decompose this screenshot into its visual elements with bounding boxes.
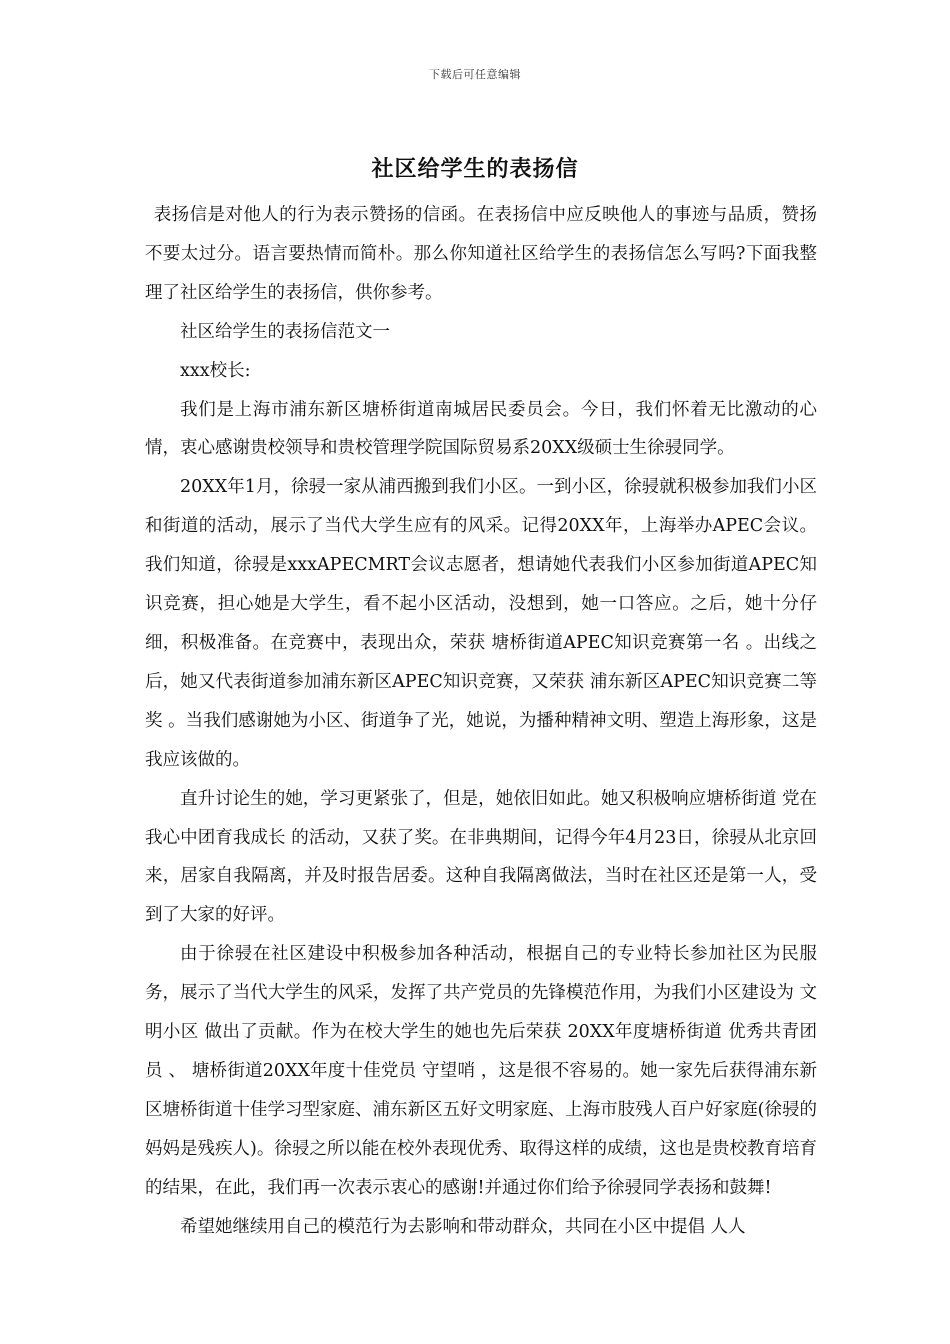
header-note: 下载后可任意编辑 — [429, 68, 521, 81]
paragraph-salutation: xxx校长: — [180, 360, 251, 381]
document-body — [145, 196, 817, 1246]
document-title: 社区给学生的表扬信 — [371, 156, 579, 182]
paragraph: 20XX年1月，徐骎一家从浦西搬到我们小区。一到小区，徐骎就积极参加我们小区和街道的活动，展示了当代大学生应有的风采。记得20XX年，上海举办APEC会议。我们知道，徐骎是xxxAPECMRT会议志愿者，想请她代表我们小区参加街道APEC知识竞赛，担心她是大学生，看不起小区活动，没想到，她一口答应。之后，她十分仔细，积极准备。在竞赛中，表现出众，荣获 塘桥街道APEC知识竞赛第一名 。出线之后，她又代表街道参加浦东新区APEC知识竞赛，又荣获 浦东新区APEC知识竞赛二等奖 。当我们感谢她为小区、街道争了光，她说，为播种精神文明、塑造上海形象，这是我应该做的。 — [145, 477, 817, 770]
paragraph-intro: 表扬信是对他人的行为表示赞扬的信函。在表扬信中应反映他人的事迹与品质，赞扬不要太过分。语言要热情而简朴。那么你知道社区给学生的表扬信怎么写吗?下面我整理了社区给学生的表扬信，供你参考。 — [145, 205, 817, 303]
paragraph: 直升讨论生的她，学习更紧张了，但是，她依旧如此。她又积极响应塘桥街道 党在我心中团育我成长 的活动，又获了奖。在非典期间，记得今年4月23日，徐骎从北京回来，居家自我隔离，并及时报告居委。这种自我隔离做法，当时在社区还是第一人，受到了大家的好评。 — [145, 788, 817, 926]
paragraph: 我们是上海市浦东新区塘桥街道南城居民委员会。今日，我们怀着无比激动的心情，衷心感谢贵校领导和贵校管理学院国际贸易系20XX级硕士生徐骎同学。 — [145, 399, 817, 459]
paragraph: 希望她继续用自己的模范行为去影响和带动群众，共同在小区中提倡 人人 — [180, 1216, 746, 1237]
paragraph-subtitle: 社区给学生的表扬信范文一 — [180, 321, 390, 342]
paragraph: 由于徐骎在社区建设中积极参加各种活动，根据自己的专业特长参加社区为民服务，展示了当代大学生的风采，发挥了共产党员的先锋模范作用，为我们小区建设为 文明小区 做出了贡献。作为在校大学生的她也先后荣获 20XX年度塘桥街道 优秀共青团员 、 塘桥街道20XX年度十佳党员 守望哨 ，这是很不容易的。她一家先后获得浦东新区塘桥街道十佳学习型家庭、浦东新区五好文明家庭、上海市肢残人百户好家庭(徐骎的妈妈是残疾人)。徐骎之所以能在校外表现优秀、取得这样的成绩，这也是贵校教育培育的结果，在此，我们再一次表示衷心的感谢!并通过你们给予徐骎同学表扬和鼓舞! — [145, 944, 817, 1198]
